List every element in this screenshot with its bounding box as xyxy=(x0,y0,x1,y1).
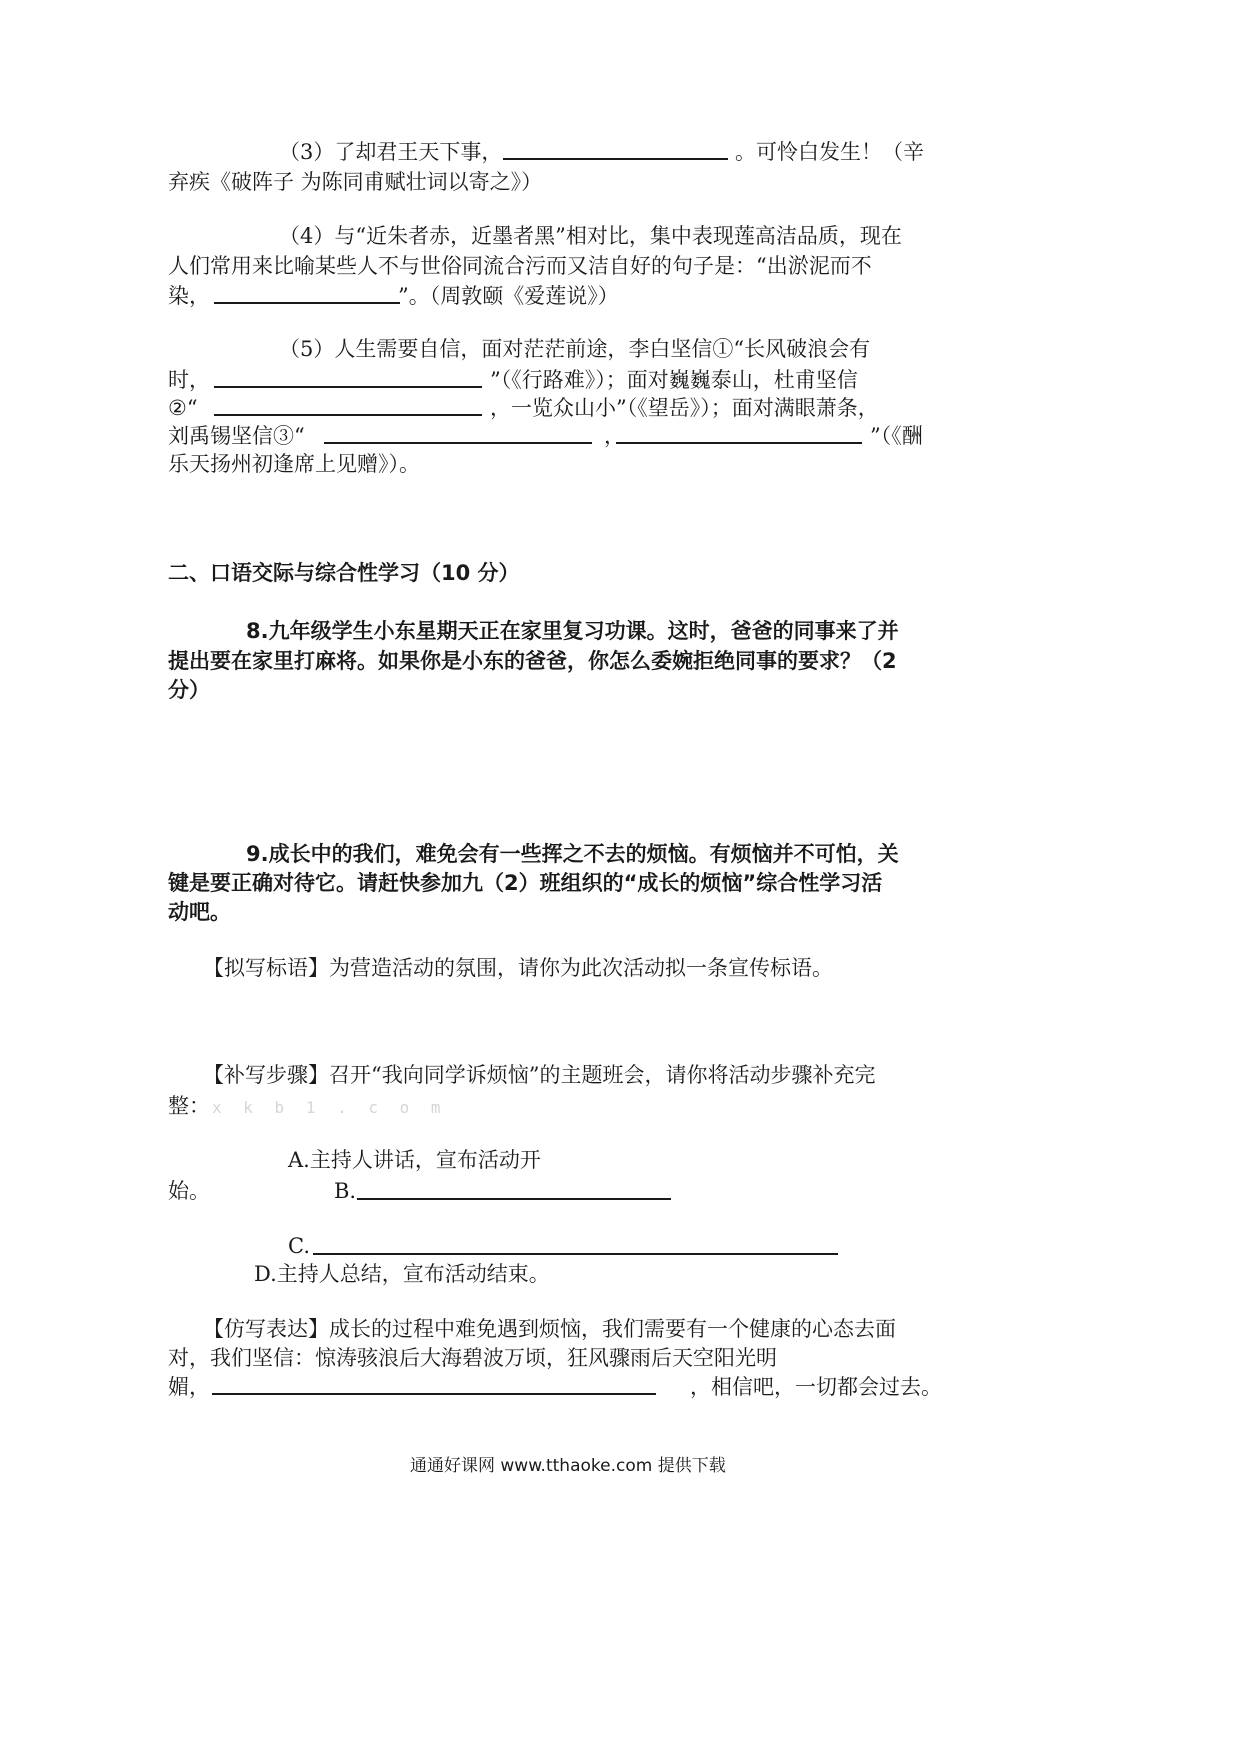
q9-step-c-blank[interactable] xyxy=(313,1253,838,1255)
q7-5-line3-a: ②“ xyxy=(168,396,198,420)
q7-5-line4-c: ”（《酬 xyxy=(870,424,923,448)
q7-3-line1-a: （3）了却君王天下事， xyxy=(279,140,503,164)
q9-imitate-line3-b: ，相信吧，一切都会过去。 xyxy=(690,1375,942,1399)
q9-step-d: D.主持人总结，宣布活动结束。 xyxy=(254,1262,550,1286)
q9-step-b-blank[interactable] xyxy=(357,1198,671,1200)
q7-5-line2-b: ”（《行路难》）；面对巍巍泰山，杜甫坚信 xyxy=(490,368,858,392)
q9-step-a-tail: 始。 xyxy=(168,1179,210,1203)
q7-3-line1-b: 。可怜白发生！（辛 xyxy=(735,140,924,164)
q7-4-line1: （4）与“近朱者赤，近墨者黑”相对比，集中表现莲高洁品质，现在 xyxy=(279,224,902,248)
q7-4-line3-a: 染， xyxy=(168,284,210,308)
q9-imitate-blank[interactable] xyxy=(212,1393,656,1395)
q7-5-answer-blank-2[interactable] xyxy=(214,414,482,416)
q7-4-line2: 人们常用来比喻某些人不与世俗同流合污而又洁自好的句子是：“出淤泥而不 xyxy=(168,254,872,278)
q9-line2: 键是要正确对待它。请赶快参加九（2）班组织的“成长的烦恼”综合性学习活 xyxy=(168,871,883,895)
q7-5-line4-a: 刘禹锡坚信③“ xyxy=(168,424,305,448)
q8-line3: 分） xyxy=(168,678,210,702)
page-footer: 通通好课网 www.tthaoke.com 提供下载 xyxy=(410,1456,726,1476)
q9-step-b-label: B. xyxy=(334,1179,357,1203)
section2-heading: 二、口语交际与综合性学习（10 分） xyxy=(168,561,520,585)
q9-imitate-line2: 对，我们坚信：惊涛骇浪后大海碧波万顷，狂风骤雨后天空阳光明 xyxy=(168,1346,777,1370)
q7-5-answer-blank-4[interactable] xyxy=(616,442,862,444)
q9-step-c-label: C. xyxy=(288,1234,310,1258)
q7-5-line2-a: 时， xyxy=(168,368,210,392)
q7-5-answer-blank-3[interactable] xyxy=(324,442,592,444)
q9-step-a: A.主持人讲话，宣布活动开 xyxy=(288,1148,541,1172)
q7-3-line2: 弃疾《破阵子 为陈同甫赋壮词以寄之》） xyxy=(168,170,543,194)
q7-5-line1: （5）人生需要自信，面对茫茫前途，李白坚信①“长风破浪会有 xyxy=(279,337,871,361)
q9-steps-line1: 【补写步骤】召开“我向同学诉烦恼”的主题班会，请你将活动步骤补充完 xyxy=(203,1063,876,1087)
q9-slogan-task: 【拟写标语】为营造活动的氛围，请你为此次活动拟一条宣传标语。 xyxy=(203,956,833,980)
q9-imitate-line1: 【仿写表达】成长的过程中难免遇到烦恼，我们需要有一个健康的心态去面 xyxy=(203,1317,896,1341)
q9-imitate-line3-a: 媚， xyxy=(168,1375,210,1399)
q9-steps-line2: 整： xyxy=(168,1094,210,1118)
q7-5-answer-blank-1[interactable] xyxy=(214,386,482,388)
q7-4-line3-b: ”。（周敦颐《爱莲说》） xyxy=(398,284,619,308)
q7-5-line5: 乐天扬州初逢席上见赠》）。 xyxy=(168,452,420,476)
q9-line1: 9.成长中的我们，难免会有一些挥之不去的烦恼。有烦恼并不可怕，关 xyxy=(246,842,899,866)
q8-line1: 8.九年级学生小东星期天正在家里复习功课。这时，爸爸的同事来了并 xyxy=(246,619,899,643)
watermark: x k b 1 . c o m xyxy=(212,1098,447,1117)
q7-4-answer-blank[interactable] xyxy=(214,302,400,304)
q8-line2: 提出要在家里打麻将。如果你是小东的爸爸，你怎么委婉拒绝同事的要求？（2 xyxy=(168,649,897,673)
q9-line3: 动吧。 xyxy=(168,900,231,924)
q7-5-line3-b: ，一览众山小”（《望岳》）；面对满眼萧条， xyxy=(490,396,879,420)
q7-3-answer-blank[interactable] xyxy=(503,158,728,160)
q7-5-line4-b: ， xyxy=(604,424,625,448)
